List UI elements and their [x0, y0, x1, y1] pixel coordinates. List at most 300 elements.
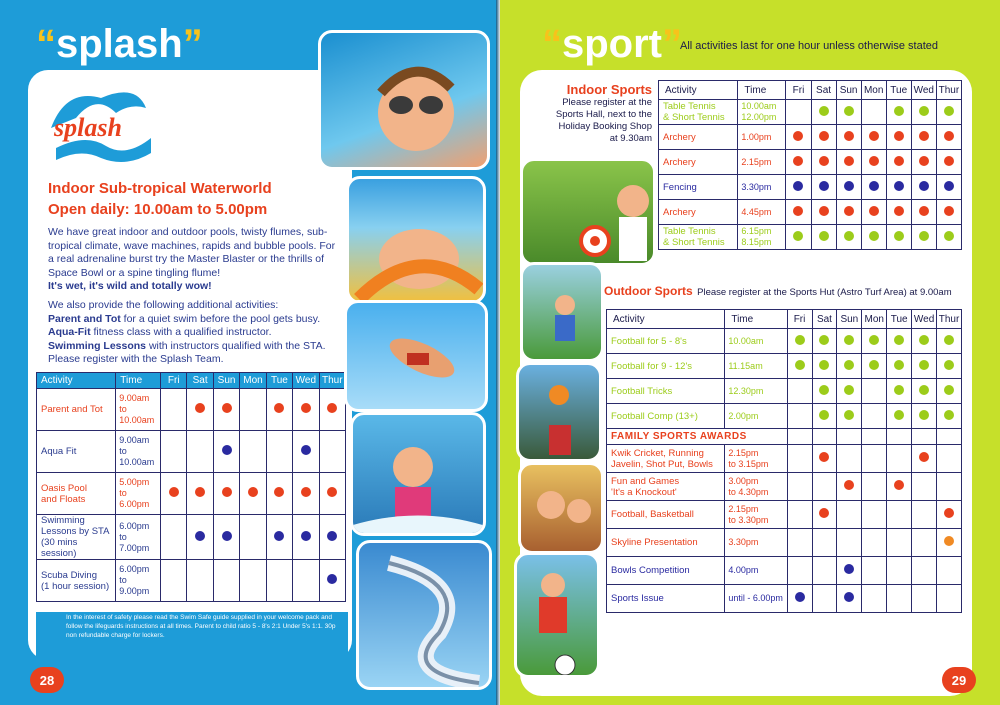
column-header-tue: Tue: [886, 81, 911, 100]
football-kids-photo: [520, 262, 604, 362]
activity-name: Archery: [659, 200, 738, 225]
day-cell: [811, 100, 836, 125]
schedule-dot: [944, 156, 954, 166]
schedule-dot: [819, 206, 829, 216]
activity-name: Fun and Games 'It's a Knockout': [607, 473, 725, 501]
activity-time: 2.15pm to 3.30pm: [725, 501, 787, 529]
schedule-dot: [795, 360, 805, 370]
family-awards-title: FAMILY SPORTS AWARDS: [607, 429, 788, 445]
activity-time: 9.00am to 10.00am: [116, 389, 161, 431]
schedule-dot: [819, 452, 829, 462]
schedule-dot: [844, 360, 854, 370]
day-cell: [240, 431, 266, 473]
day-cell: [837, 429, 862, 445]
table-row: [659, 225, 962, 250]
column-header-mon: Mon: [862, 310, 887, 329]
day-cell: [786, 100, 811, 125]
schedule-dot: [844, 231, 854, 241]
schedule-dot: [869, 156, 879, 166]
schedule-dot: [793, 181, 803, 191]
day-cell: [887, 529, 912, 557]
schedule-dot: [844, 592, 854, 602]
schedule-dot: [844, 206, 854, 216]
table-row: [607, 473, 962, 501]
schedule-dot: [327, 574, 337, 584]
activity-name: Football Comp (13+): [607, 404, 725, 429]
day-cell: [811, 225, 836, 250]
indoor-table-header: [659, 81, 962, 100]
table-row: [659, 175, 962, 200]
schedule-dot: [944, 410, 954, 420]
day-cell: [936, 225, 961, 250]
activity-time: until - 6.00pm: [725, 585, 787, 613]
column-header-mon: Mon: [861, 81, 886, 100]
day-cell: [240, 560, 266, 602]
column-header-thur: Thur: [319, 373, 345, 389]
column-header-tue: Tue: [266, 373, 292, 389]
schedule-dot: [894, 360, 904, 370]
schedule-dot: [944, 106, 954, 116]
football-boy-photo: [514, 552, 600, 678]
table-row: [607, 501, 962, 529]
schedule-dot: [819, 106, 829, 116]
day-cell: [786, 175, 811, 200]
day-cell: [937, 529, 962, 557]
activity-time: 4.00pm: [725, 557, 787, 585]
column-header-tue: Tue: [887, 310, 912, 329]
table-row: [607, 329, 962, 354]
day-cell: [912, 354, 937, 379]
activity-name: Archery: [659, 150, 738, 175]
day-cell: [862, 557, 887, 585]
day-cell: [812, 329, 837, 354]
day-cell: [319, 431, 345, 473]
schedule-dot: [819, 156, 829, 166]
day-cell: [862, 329, 887, 354]
schedule-dot: [944, 231, 954, 241]
day-cell: [936, 150, 961, 175]
day-cell: [937, 585, 962, 613]
day-cell: [861, 125, 886, 150]
day-cell: [911, 175, 936, 200]
sport-heading-text: sport: [562, 22, 662, 66]
schedule-dot: [195, 403, 205, 413]
table-row: [659, 125, 962, 150]
splash-para1: We have great indoor and outdoor pools, twisty flumes, sub-tropical climate, wave machines, rapids and bubble pools. For a real adrenaline burst try the Master Blaster or the thrills of Space Bowl or a spine tingling flume!: [48, 226, 336, 279]
day-cell: [912, 473, 937, 501]
day-cell: [787, 354, 812, 379]
table-row: [37, 515, 346, 560]
schedule-dot: [222, 531, 232, 541]
day-cell: [240, 389, 266, 431]
floating-photo: [344, 300, 488, 412]
column-header-thur: Thur: [936, 81, 961, 100]
swimmer-photo: [318, 30, 490, 170]
schedule-dot: [944, 508, 954, 518]
schedule-dot: [248, 487, 258, 497]
column-header-fri: Fri: [161, 373, 187, 389]
day-cell: [811, 175, 836, 200]
table-row: [659, 100, 962, 125]
schedule-dot: [894, 231, 904, 241]
activity-time: 3.00pm to 4.30pm: [725, 473, 787, 501]
day-cell: [936, 200, 961, 225]
activity-time: 3.30pm: [725, 529, 787, 557]
day-cell: [787, 379, 812, 404]
schedule-dot: [327, 531, 337, 541]
day-cell: [912, 379, 937, 404]
activity-time: 1.00pm: [738, 125, 786, 150]
day-cell: [811, 125, 836, 150]
day-cell: [861, 100, 886, 125]
day-cell: [187, 389, 213, 431]
column-header-thur: Thur: [937, 310, 962, 329]
schedule-dot: [819, 231, 829, 241]
day-cell: [213, 389, 239, 431]
activity-name: Football Tricks: [607, 379, 725, 404]
day-cell: [887, 557, 912, 585]
activity-name: Sports Issue: [607, 585, 725, 613]
activity-time: 2.15pm to 3.15pm: [725, 445, 787, 473]
day-cell: [912, 529, 937, 557]
activity-time: 4.45pm: [738, 200, 786, 225]
schedule-dot: [327, 403, 337, 413]
indoor-block: [552, 82, 652, 145]
column-header-time: Time: [725, 310, 787, 329]
day-cell: [837, 529, 862, 557]
outdoor-block: [604, 282, 994, 300]
schedule-dot: [869, 231, 879, 241]
schedule-dot: [844, 564, 854, 574]
day-cell: [912, 404, 937, 429]
day-cell: [887, 379, 912, 404]
day-cell: [912, 445, 937, 473]
indoor-title: Indoor Sports: [566, 82, 652, 97]
day-cell: [786, 125, 811, 150]
splash-activities-text: [48, 299, 338, 367]
day-cell: [787, 529, 812, 557]
splash-hours: Open daily: 10.00am to 5.00pm: [48, 201, 268, 218]
day-cell: [811, 150, 836, 175]
schedule-dot: [844, 385, 854, 395]
outdoor-table: [606, 309, 962, 613]
activity-time: 6.15pm 8.15pm: [738, 225, 786, 250]
schedule-dot: [222, 403, 232, 413]
register-note: Please register with the Splash Team.: [48, 353, 224, 365]
column-header-activity: Activity: [607, 310, 725, 329]
day-cell: [293, 389, 319, 431]
day-cell: [837, 473, 862, 501]
schedule-dot: [919, 231, 929, 241]
table-row: [659, 200, 962, 225]
swim-lessons-desc: with instructors qualified with the STA.: [146, 339, 326, 352]
day-cell: [912, 329, 937, 354]
schedule-dot: [894, 385, 904, 395]
day-cell: [861, 225, 886, 250]
day-cell: [266, 389, 292, 431]
day-cell: [837, 557, 862, 585]
day-cell: [887, 354, 912, 379]
day-cell: [937, 404, 962, 429]
day-cell: [213, 431, 239, 473]
column-header-sun: Sun: [836, 81, 861, 100]
day-cell: [836, 150, 861, 175]
day-cell: [812, 429, 837, 445]
schedule-dot: [274, 403, 284, 413]
activities-intro: We also provide the following additional activities:: [48, 299, 279, 311]
schedule-dot: [301, 487, 311, 497]
day-cell: [911, 225, 936, 250]
schedule-dot: [894, 335, 904, 345]
family-games-photo: [518, 462, 604, 554]
day-cell: [187, 431, 213, 473]
schedule-dot: [919, 360, 929, 370]
schedule-dot: [819, 508, 829, 518]
day-cell: [936, 175, 961, 200]
sport-heading: [542, 22, 682, 67]
day-cell: [862, 445, 887, 473]
column-header-time: Time: [116, 373, 161, 389]
day-cell: [862, 379, 887, 404]
day-cell: [837, 354, 862, 379]
schedule-dot: [222, 445, 232, 455]
day-cell: [812, 379, 837, 404]
close-quote-sport: ”: [662, 22, 682, 66]
schedule-dot: [819, 410, 829, 420]
schedule-dot: [301, 445, 311, 455]
schedule-dot: [844, 156, 854, 166]
activity-time: 3.30pm: [738, 175, 786, 200]
day-cell: [886, 150, 911, 175]
schedule-dot: [869, 360, 879, 370]
activity-name: Football for 5 - 8's: [607, 329, 725, 354]
activity-name: Parent and Tot: [37, 389, 116, 431]
day-cell: [837, 404, 862, 429]
sport-page: [500, 0, 1000, 705]
day-cell: [786, 225, 811, 250]
schedule-dot: [195, 531, 205, 541]
column-header-sun: Sun: [213, 373, 239, 389]
schedule-dot: [919, 156, 929, 166]
close-quote: ”: [182, 22, 203, 66]
activity-name: Football for 9 - 12's: [607, 354, 725, 379]
day-cell: [862, 473, 887, 501]
schedule-dot: [944, 335, 954, 345]
day-cell: [912, 557, 937, 585]
table-row: [607, 354, 962, 379]
schedule-dot: [819, 385, 829, 395]
table-row: [607, 404, 962, 429]
day-cell: [161, 560, 187, 602]
schedule-dot: [944, 206, 954, 216]
schedule-dot: [274, 487, 284, 497]
table-row: [37, 431, 346, 473]
day-cell: [886, 175, 911, 200]
activity-time: 11.15am: [725, 354, 787, 379]
day-cell: [936, 125, 961, 150]
day-cell: [937, 379, 962, 404]
column-header-sat: Sat: [811, 81, 836, 100]
activity-time: 6.00pm to 9.00pm: [116, 560, 161, 602]
column-header-fri: Fri: [786, 81, 811, 100]
schedule-dot: [793, 131, 803, 141]
day-cell: [886, 100, 911, 125]
day-cell: [213, 515, 239, 560]
day-cell: [812, 529, 837, 557]
schedule-dot: [222, 487, 232, 497]
schedule-dot: [944, 536, 954, 546]
schedule-dot: [819, 335, 829, 345]
schedule-dot: [793, 206, 803, 216]
parent-tot-desc: for a quiet swim before the pool gets busy.: [120, 312, 321, 325]
schedule-dot: [795, 592, 805, 602]
day-cell: [887, 473, 912, 501]
day-cell: [812, 557, 837, 585]
day-cell: [862, 429, 887, 445]
outdoor-title: Outdoor Sports: [604, 284, 693, 298]
schedule-dot: [795, 335, 805, 345]
splash-girl-photo: [350, 412, 486, 536]
aqua-fit-desc: fitness class with a qualified instructor.: [90, 326, 272, 338]
splash-heading: [36, 22, 203, 67]
schedule-dot: [894, 410, 904, 420]
schedule-dot: [944, 131, 954, 141]
day-cell: [266, 431, 292, 473]
day-cell: [293, 515, 319, 560]
schedule-dot: [919, 106, 929, 116]
indoor-timetable: [658, 80, 962, 250]
activity-time: 5.00pm to 6.00pm: [116, 473, 161, 515]
schedule-dot: [869, 206, 879, 216]
schedule-dot: [819, 131, 829, 141]
page-number-28: 28: [30, 667, 64, 693]
day-cell: [911, 150, 936, 175]
day-cell: [862, 404, 887, 429]
column-header-activity: Activity: [37, 373, 116, 389]
day-cell: [266, 515, 292, 560]
day-cell: [861, 150, 886, 175]
activity-time: 2.15pm: [738, 150, 786, 175]
splash-table: [36, 372, 346, 602]
schedule-dot: [944, 181, 954, 191]
family-awards-row: [607, 429, 962, 445]
day-cell: [937, 473, 962, 501]
day-cell: [862, 529, 887, 557]
day-cell: [293, 473, 319, 515]
day-cell: [837, 445, 862, 473]
column-header-wed: Wed: [912, 310, 937, 329]
table-row: [607, 445, 962, 473]
schedule-dot: [869, 131, 879, 141]
day-cell: [787, 404, 812, 429]
day-cell: [937, 329, 962, 354]
schedule-dot: [944, 385, 954, 395]
column-header-sun: Sun: [837, 310, 862, 329]
outdoor-timetable: [606, 309, 962, 613]
activity-name: Skyline Presentation: [607, 529, 725, 557]
outdoor-table-header: [607, 310, 962, 329]
schedule-dot: [919, 131, 929, 141]
day-cell: [887, 445, 912, 473]
archery-photo: [520, 158, 656, 266]
day-cell: [836, 100, 861, 125]
day-cell: [213, 560, 239, 602]
schedule-dot: [894, 480, 904, 490]
activity-name: Table Tennis & Short Tennis: [659, 225, 738, 250]
schedule-dot: [301, 403, 311, 413]
activity-name: Bowls Competition: [607, 557, 725, 585]
day-cell: [787, 473, 812, 501]
duration-note: All activities last for one hour unless otherwise stated: [680, 40, 939, 52]
day-cell: [862, 501, 887, 529]
table-row: [37, 473, 346, 515]
day-cell: [837, 329, 862, 354]
parent-tot-bold: Parent and Tot: [48, 312, 121, 325]
schedule-dot: [301, 531, 311, 541]
day-cell: [786, 150, 811, 175]
schedule-dot: [819, 181, 829, 191]
table-row: [37, 389, 346, 431]
column-header-mon: Mon: [240, 373, 266, 389]
day-cell: [787, 329, 812, 354]
splash-table-header: [37, 373, 346, 389]
day-cell: [912, 585, 937, 613]
day-cell: [812, 404, 837, 429]
day-cell: [912, 501, 937, 529]
table-row: [607, 585, 962, 613]
column-header-sat: Sat: [187, 373, 213, 389]
schedule-dot: [844, 335, 854, 345]
open-quote: “: [36, 22, 56, 66]
schedule-dot: [844, 410, 854, 420]
day-cell: [319, 560, 345, 602]
day-cell: [811, 200, 836, 225]
day-cell: [887, 329, 912, 354]
indoor-desc: Please register at the Sports Hall, next to the Holiday Booking Shop at 9.30am: [555, 97, 652, 144]
day-cell: [836, 175, 861, 200]
splash-description: [48, 226, 338, 294]
activity-time: 9.00am to 10.00am: [116, 431, 161, 473]
activity-name: Fencing: [659, 175, 738, 200]
day-cell: [266, 560, 292, 602]
schedule-dot: [195, 487, 205, 497]
day-cell: [319, 389, 345, 431]
schedule-dot: [894, 181, 904, 191]
day-cell: [837, 501, 862, 529]
schedule-dot: [869, 181, 879, 191]
day-cell: [266, 473, 292, 515]
schedule-dot: [169, 487, 179, 497]
activity-name: Football, Basketball: [607, 501, 725, 529]
day-cell: [787, 585, 812, 613]
splash-logo-text: splash: [54, 113, 122, 142]
activity-time: 2.00pm: [725, 404, 787, 429]
activity-name: Table Tennis & Short Tennis: [659, 100, 738, 125]
outdoor-desc: Please register at the Sports Hut (Astro Turf Area) at 9.00am: [697, 287, 952, 298]
schedule-dot: [869, 335, 879, 345]
day-cell: [836, 125, 861, 150]
open-quote-sport: “: [542, 22, 562, 66]
day-cell: [887, 429, 912, 445]
schedule-dot: [894, 106, 904, 116]
day-cell: [187, 515, 213, 560]
schedule-dot: [919, 385, 929, 395]
schedule-dot: [919, 410, 929, 420]
day-cell: [886, 225, 911, 250]
column-header-activity: Activity: [659, 81, 738, 100]
day-cell: [937, 557, 962, 585]
day-cell: [886, 200, 911, 225]
